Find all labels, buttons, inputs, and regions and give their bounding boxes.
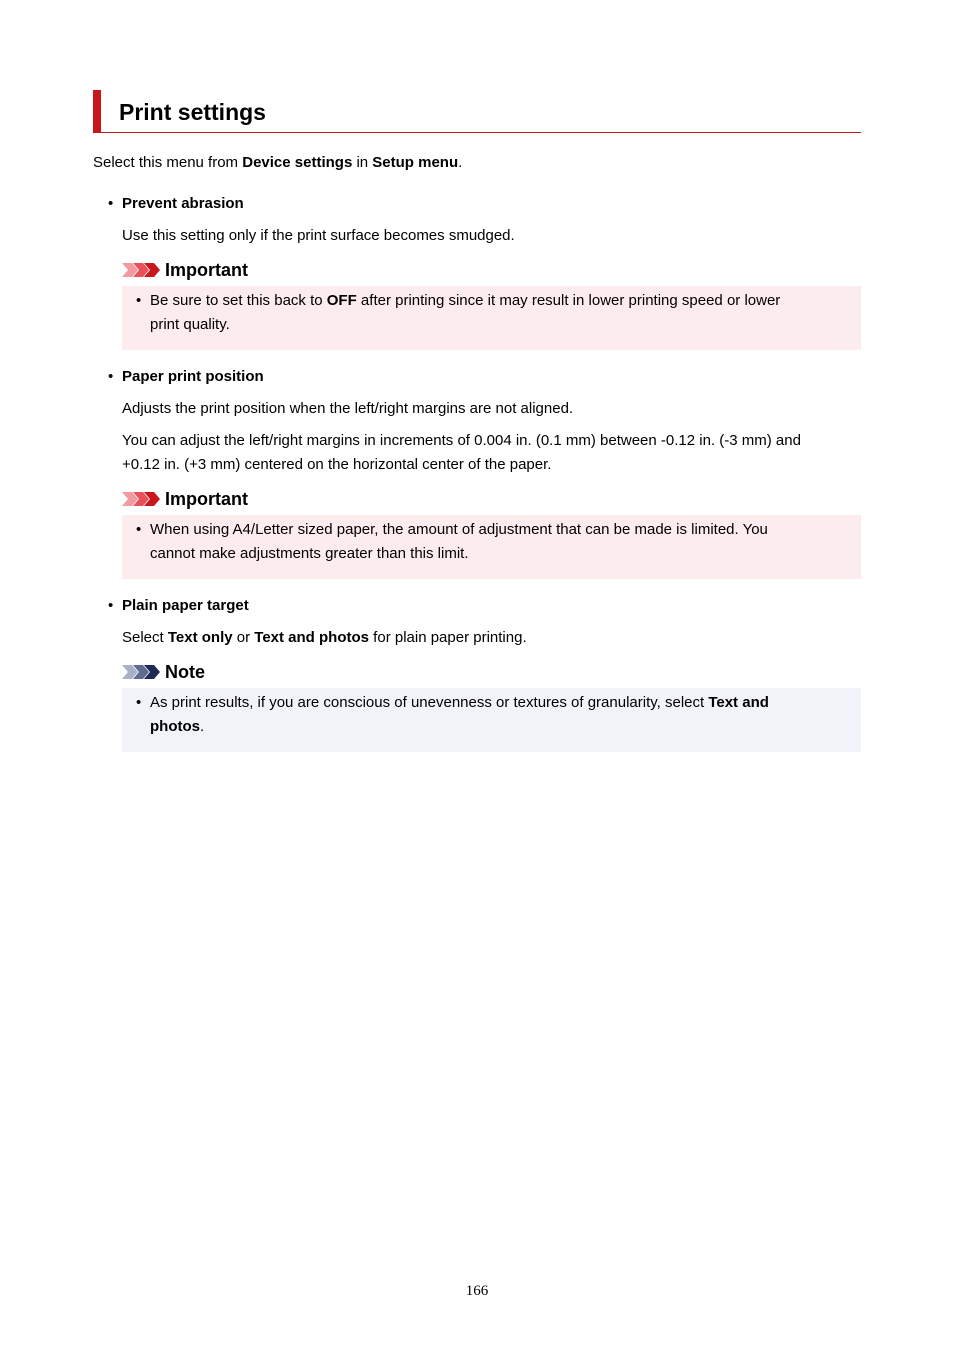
text-only-option: Text only	[167, 629, 233, 646]
triple-chevron-red-icon	[122, 263, 160, 277]
heading-text: Plain paper target	[122, 597, 249, 614]
section-heading-prevent-abrasion	[122, 192, 244, 216]
important-label: Important	[165, 260, 248, 280]
triple-chevron-red-icon	[122, 492, 160, 506]
plain-paper-target-body	[122, 626, 527, 650]
intro-middle: in	[352, 154, 373, 171]
prevent-abrasion-body: Use this setting only if the print surface becomes smudged.	[122, 227, 515, 244]
text: for plain paper printing.	[369, 629, 527, 646]
note-callout-header	[122, 660, 205, 684]
note-box	[122, 688, 861, 752]
page-title-block	[93, 90, 861, 133]
text: Select	[122, 629, 168, 646]
paper-print-position-body-1: Adjusts the print position when the left/right margins are not aligned.	[122, 400, 574, 417]
important-line-2: print quality.	[150, 316, 230, 333]
heading-text: Prevent abrasion	[122, 195, 244, 212]
intro-prefix: Select this menu from	[93, 154, 243, 171]
important-label: Important	[165, 489, 248, 509]
intro-device-settings: Device settings	[242, 154, 353, 171]
title-accent-bar	[93, 90, 101, 133]
bullet: •	[108, 195, 114, 212]
off-value: OFF	[326, 292, 357, 309]
bullet: •	[108, 368, 114, 385]
note-label: Note	[165, 662, 205, 682]
intro-text	[93, 151, 462, 175]
note-line-2	[150, 715, 204, 739]
bullet: •	[136, 694, 142, 711]
triple-chevron-navy-icon	[122, 665, 160, 679]
important-line-2: cannot make adjustments greater than this limit.	[150, 545, 469, 562]
important-callout-header	[122, 487, 248, 511]
text: Be sure to set this back to	[150, 292, 327, 309]
text: after printing since it may result in lower printing speed or lower	[356, 292, 781, 309]
important-line-1: When using A4/Letter sized paper, the amount of adjustment that can be made is limited. You	[150, 521, 768, 538]
paper-print-position-body-2-line-2: +0.12 in. (+3 mm) centered on the horizontal center of the paper.	[122, 456, 552, 473]
heading-text: Paper print position	[122, 368, 264, 385]
page-title: Print settings	[119, 99, 266, 125]
text-and-photos-option: Text and photos	[254, 629, 370, 646]
text: .	[200, 718, 205, 735]
text: As print results, if you are conscious of unevenness or textures of granularity, select	[150, 694, 709, 711]
important-box	[122, 515, 861, 579]
bullet: •	[108, 597, 114, 614]
intro-setup-menu: Setup menu	[372, 154, 459, 171]
photos-option: photos	[150, 718, 200, 735]
important-box	[122, 286, 861, 350]
text: or	[232, 629, 255, 646]
bullet: •	[136, 292, 142, 309]
note-line-1	[150, 691, 769, 715]
paper-print-position-body-2-line-1: You can adjust the left/right margins in increments of 0.004 in. (0.1 mm) between -0.12 in. (-3 mm) and	[122, 432, 801, 449]
bullet: •	[136, 521, 142, 538]
page-number: 166	[465, 1283, 489, 1299]
intro-suffix: .	[458, 154, 463, 171]
important-callout-header	[122, 258, 248, 282]
section-heading-paper-print-position	[122, 365, 264, 389]
section-heading-plain-paper-target	[122, 594, 249, 618]
text-and-option: Text and	[708, 694, 769, 711]
important-line-1	[150, 289, 780, 313]
